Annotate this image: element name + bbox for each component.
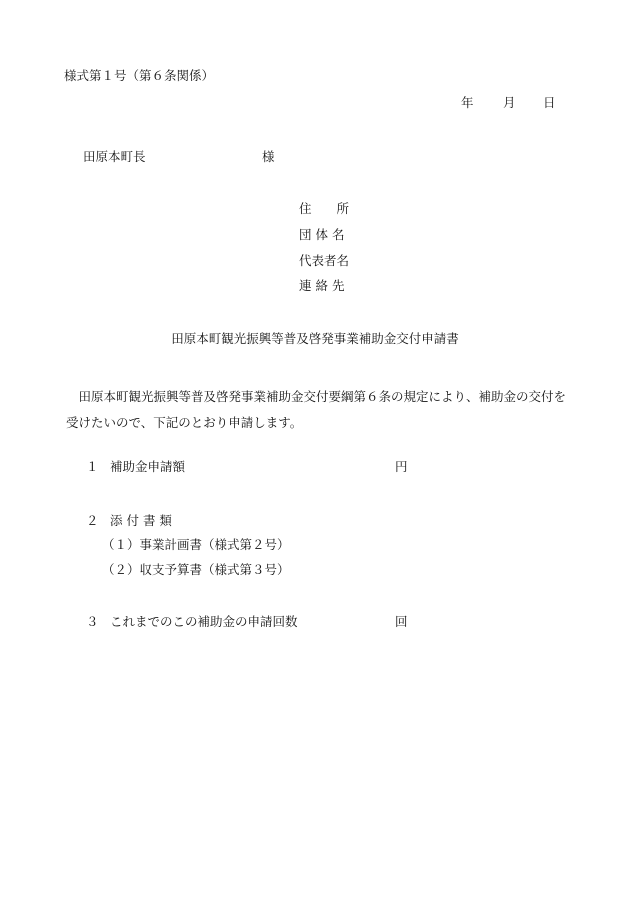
- item-3-label: これまでのこの補助金の申請回数: [110, 614, 298, 629]
- form-number: 様式第１号（第６条関係）: [64, 68, 215, 83]
- applicant-address-label: 住 所: [299, 201, 350, 216]
- item-3-number: ３: [86, 614, 99, 629]
- addressee-honorific: 様: [262, 149, 275, 164]
- date-year-label: 年: [461, 95, 474, 110]
- attachment-item: （２）収支予算書（様式第３号）: [102, 562, 290, 577]
- item-3-unit: 回: [395, 614, 408, 629]
- applicant-representative-label: 代表者名: [299, 253, 350, 268]
- date-day-label: 日: [543, 95, 556, 110]
- document-title: 田原本町観光振興等普及啓発事業補助金交付申請書: [171, 331, 459, 346]
- attachment-item: （１）事業計画書（様式第２号）: [102, 537, 290, 552]
- item-1-label: 補助金申請額: [110, 459, 186, 474]
- item-2-number: ２: [86, 513, 99, 528]
- body-paragraph: 田原本町観光振興等普及啓発事業補助金交付要綱第６条の規定により、補助金の交付を受けたいので、下記のとおり申請します。: [66, 389, 567, 430]
- applicant-organization-label: 団 体 名: [299, 227, 345, 242]
- item-1-unit: 円: [395, 459, 408, 474]
- item-1-number: １: [86, 459, 99, 474]
- date-month-label: 月: [503, 95, 516, 110]
- applicant-contact-label: 連 絡 先: [299, 278, 345, 293]
- item-2-label: 添 付 書 類: [110, 513, 172, 528]
- addressee-name: 田原本町長: [83, 149, 146, 164]
